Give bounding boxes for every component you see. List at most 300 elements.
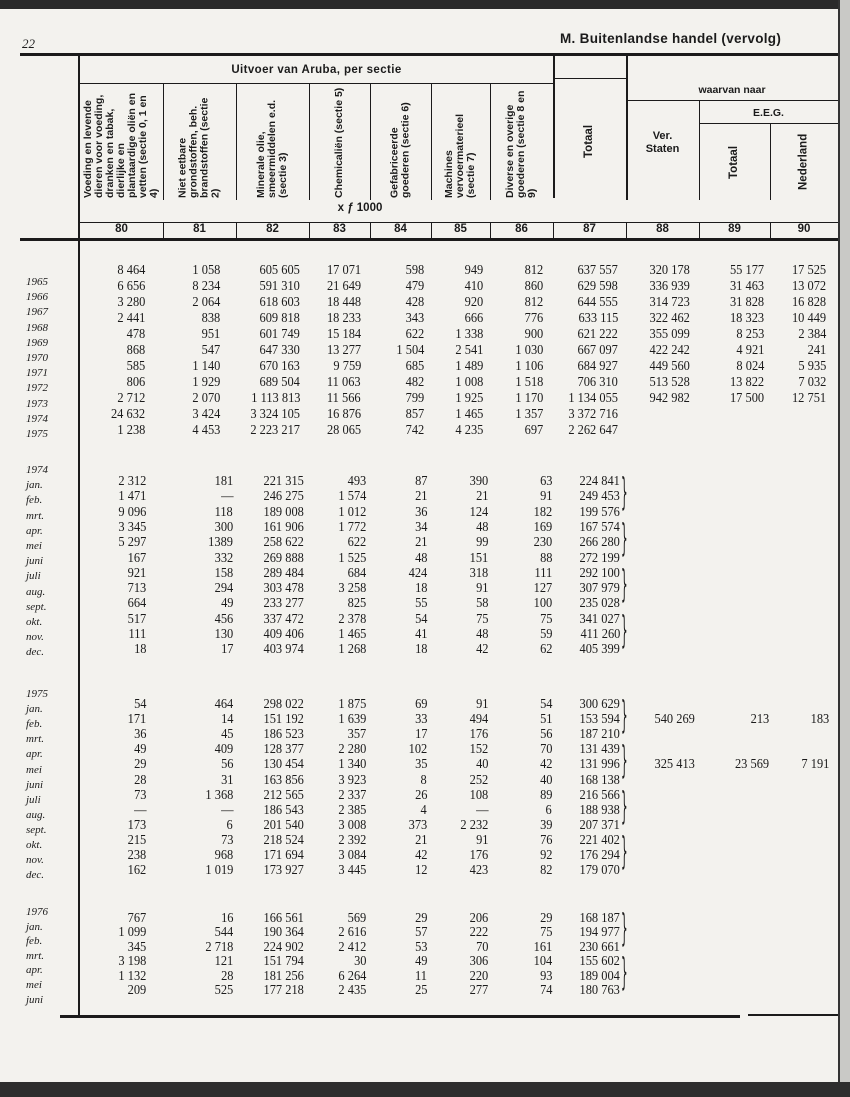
table-cell: 62 <box>539 641 552 657</box>
table-cell: 18 <box>133 641 146 657</box>
table-cell: 190 364 <box>263 924 304 940</box>
quarter-brace-icon: } <box>621 518 628 563</box>
table-cell: 70 <box>539 741 552 757</box>
table-cell: 179 070 <box>579 862 620 878</box>
table-cell: 69 <box>414 696 427 711</box>
table-cell: 670 163 <box>259 358 300 373</box>
table-cell: 42 <box>475 641 488 657</box>
table-cell: 216 566 <box>579 786 620 802</box>
table-cell: 17 525 <box>791 262 826 277</box>
table-cell: 2 435 <box>338 982 366 997</box>
table-cell: 13 072 <box>791 278 826 293</box>
table-cell: 2 070 <box>192 390 220 405</box>
table-cell: 161 <box>533 938 552 954</box>
table-cell: 70 <box>475 938 488 954</box>
table-cell: 1 525 <box>338 549 366 565</box>
table-cell: 17 500 <box>729 390 764 405</box>
row-label-year: 1965 <box>26 276 48 288</box>
table-cell: 4 453 <box>192 422 220 437</box>
table-cell: 189 008 <box>263 503 304 519</box>
table-cell: 206 <box>469 910 488 925</box>
table-cell: 2 392 <box>338 831 366 847</box>
table-cell: 238 <box>127 847 146 862</box>
table-cell: 124 <box>469 503 488 519</box>
row-label-month: sept. <box>26 823 47 836</box>
table-cell: 621 222 <box>577 326 618 341</box>
table-cell: 167 <box>127 549 146 565</box>
table-cell: 8 024 <box>736 358 764 373</box>
table-cell: 91 <box>475 580 488 596</box>
table-cell: 241 <box>807 342 826 357</box>
col-header-87: Totaal <box>583 124 595 158</box>
table-cell: 1 639 <box>338 711 366 727</box>
table-cell: 89 <box>539 786 552 802</box>
table-cell: 246 275 <box>263 488 304 504</box>
table-cell: 176 <box>469 847 488 862</box>
table-cell: 31 <box>220 771 233 787</box>
table-cell: 13 277 <box>326 342 361 357</box>
row-label-month: okt. <box>26 839 43 851</box>
table-cell: 14 <box>220 711 233 727</box>
table-cell: 942 982 <box>649 390 690 405</box>
table-cell: 277 <box>469 982 488 997</box>
table-cell: 17 071 <box>326 262 361 277</box>
table-cell: 9 096 <box>118 503 146 519</box>
table-cell: 684 <box>347 564 366 580</box>
table-cell: 1 132 <box>118 967 146 983</box>
row-label-year: 1971 <box>26 367 48 380</box>
table-cell: 131 439 <box>579 741 620 757</box>
table-cell: 4 235 <box>455 422 483 437</box>
col-header-90: Nederland <box>797 133 810 191</box>
table-cell: 176 <box>469 726 488 742</box>
table-cell: 21 <box>414 488 427 504</box>
group-rule <box>80 83 553 84</box>
quarter-brace-icon: } <box>621 952 628 996</box>
table-cell: 742 <box>405 422 424 437</box>
table-cell: 162 <box>127 862 146 878</box>
table-cell: 75 <box>539 924 552 940</box>
table-bottom-rule-right <box>748 1014 838 1016</box>
table-cell: 91 <box>475 831 488 847</box>
waarvan-rule <box>626 100 838 101</box>
table-cell: 168 187 <box>579 910 620 925</box>
table-cell: 91 <box>539 488 552 504</box>
table-cell: 93 <box>539 967 552 983</box>
table-cell: 647 330 <box>259 342 300 357</box>
table-cell: 300 <box>214 518 233 534</box>
table-cell: 161 906 <box>263 518 304 534</box>
table-cell: 13 822 <box>729 374 764 389</box>
table-cell: 2 712 <box>117 390 145 405</box>
table-cell: 186 523 <box>263 726 304 742</box>
row-label-month: aug. <box>26 808 46 821</box>
table-cell: 49 <box>414 953 427 969</box>
table-cell: 289 484 <box>263 564 304 580</box>
col-sep <box>163 83 164 200</box>
table-cell: 355 099 <box>649 326 690 341</box>
table-cell: 390 <box>469 473 488 488</box>
table-cell: 411 260 <box>580 626 620 641</box>
table-cell: 1 134 055 <box>568 390 618 405</box>
row-label-month: feb. <box>26 494 43 507</box>
table-cell: 29 <box>414 910 427 925</box>
table-cell: 34 <box>414 518 427 534</box>
table-cell: 24 632 <box>110 406 145 421</box>
table-cell: 1 465 <box>338 626 366 641</box>
table-cell: 8 234 <box>192 278 220 293</box>
row-label-year: 1973 <box>26 397 48 410</box>
table-cell: 2 312 <box>118 473 146 488</box>
table-cell: 28 065 <box>326 422 361 437</box>
col-sep <box>370 83 371 200</box>
table-cell: 622 <box>405 326 424 341</box>
table-cell: 1 099 <box>118 924 146 940</box>
table-cell: 1 574 <box>338 488 366 504</box>
unit-label: x ƒ 1000 <box>337 202 383 214</box>
row-label-month: mrt. <box>26 733 45 746</box>
table-cell: 16 <box>220 910 233 925</box>
col-sep <box>236 83 237 200</box>
table-cell: 18 <box>414 641 427 657</box>
table-cell: 605 605 <box>259 262 300 277</box>
table-cell: 3 324 105 <box>250 406 300 421</box>
table-cell: 36 <box>414 503 427 519</box>
table-cell: 868 <box>126 342 145 357</box>
table-cell: 29 <box>133 756 146 772</box>
table-cell: 622 <box>347 534 366 550</box>
table-cell: 292 100 <box>579 564 620 580</box>
table-cell: 220 <box>469 967 488 983</box>
table-cell: 341 027 <box>579 610 620 626</box>
table-cell: 1 340 <box>338 756 366 772</box>
row-label-month: jan. <box>26 479 43 492</box>
table-cell: 767 <box>127 910 146 925</box>
table-cell: 825 <box>347 595 366 611</box>
table-cell: 173 927 <box>263 862 304 878</box>
table-cell: 664 <box>127 595 146 611</box>
table-cell: 111 <box>128 626 146 641</box>
table-cell: 1 238 <box>117 422 145 437</box>
table-cell: 127 <box>533 580 552 596</box>
table-cell: 479 <box>405 278 424 293</box>
table-cell: 100 <box>533 595 552 611</box>
col-header-89: Totaal <box>728 145 740 179</box>
table-cell: 177 218 <box>263 982 304 997</box>
col-sep <box>770 123 771 200</box>
table-cell: 26 <box>414 786 427 802</box>
table-cell: 131 996 <box>579 756 620 772</box>
row-label-month: juni <box>26 555 44 568</box>
col-sep <box>490 83 491 200</box>
table-cell: 35 <box>414 756 427 772</box>
table-cell: 5 935 <box>798 358 826 373</box>
row-label-month: nov. <box>26 631 44 644</box>
table-cell: 30 <box>353 953 366 969</box>
table-cell: 422 242 <box>649 342 690 357</box>
table-cell: 860 <box>524 278 543 293</box>
table-cell: 325 413 <box>654 756 695 772</box>
table-cell: 73 <box>133 786 146 802</box>
column-number-84: 84 <box>394 223 407 235</box>
row-label-month: dec. <box>26 646 45 659</box>
col-header-80: Voeding en levende dieren voor voeding, dranken en tabak, dierlijke en plantaardige oliën en vetten (sectie 0, 1 en 4) <box>82 92 160 198</box>
quarter-brace-icon: } <box>621 473 628 517</box>
table-cell: 176 294 <box>579 847 620 862</box>
table-cell: 63 <box>539 473 552 488</box>
column-number-90: 90 <box>797 223 811 235</box>
section-year-label: 1976 <box>26 906 48 918</box>
table-cell: 209 <box>127 982 146 997</box>
row-label-month: aug. <box>26 585 46 598</box>
col-sep <box>309 83 310 200</box>
row-label-month: okt. <box>26 616 43 628</box>
col-sep <box>431 83 432 200</box>
column-number-89: 89 <box>728 223 741 235</box>
table-cell: 2 385 <box>338 801 366 817</box>
table-cell: 343 <box>405 310 424 325</box>
table-cell: — <box>220 488 233 504</box>
table-cell: 76 <box>539 831 552 847</box>
table-cell: 169 <box>533 518 552 534</box>
table-cell: 42 <box>539 756 552 772</box>
table-cell: 1 019 <box>205 862 233 878</box>
row-label-month: mrt. <box>26 509 45 522</box>
table-cell: 2 616 <box>338 924 366 940</box>
table-cell: 252 <box>469 771 488 787</box>
table-cell: 857 <box>405 406 424 421</box>
quarter-brace-icon: } <box>621 564 628 609</box>
table-cell: 201 540 <box>263 816 304 832</box>
table-cell: 951 <box>201 326 220 341</box>
table-cell: 1 113 813 <box>250 390 300 405</box>
table-cell: 222 <box>469 924 488 940</box>
table-cell: 9 759 <box>333 358 361 373</box>
table-cell: 6 <box>545 801 552 817</box>
table-cell: 373 <box>408 816 427 832</box>
table-cell: 31 463 <box>729 278 764 293</box>
row-label-month: apr. <box>26 964 43 977</box>
table-cell: 55 177 <box>729 262 764 277</box>
table-cell: 2 223 217 <box>250 422 300 437</box>
table-cell: 776 <box>524 310 543 325</box>
table-cell: 306 <box>469 953 488 969</box>
table-cell: 17 <box>220 641 233 657</box>
table-cell: 949 <box>464 262 483 277</box>
table-cell: 58 <box>475 595 488 611</box>
table-cell: 713 <box>127 580 146 596</box>
section-year-label: 1975 <box>26 688 48 700</box>
table-cell: 812 <box>524 262 543 277</box>
table-cell: 235 028 <box>579 595 620 611</box>
table-cell: 28 <box>220 967 233 983</box>
table-cell: 249 453 <box>579 488 620 504</box>
table-cell: 51 <box>539 711 552 727</box>
row-label-year: 1966 <box>26 291 48 304</box>
table-cell: 684 927 <box>577 358 618 373</box>
table-cell: 667 097 <box>577 342 618 357</box>
table-cell: 266 280 <box>579 534 620 550</box>
table-cell: 320 178 <box>649 262 690 277</box>
table-cell: 272 199 <box>579 549 620 565</box>
table-cell: 423 <box>469 862 488 878</box>
table-cell: 8 464 <box>117 262 145 277</box>
table-cell: 337 472 <box>263 610 304 626</box>
table-cell: 166 561 <box>263 910 304 925</box>
table-cell: 3 424 <box>192 406 220 421</box>
table-cell: 336 939 <box>649 278 690 293</box>
table-cell: 54 <box>539 696 552 711</box>
table-cell: 188 938 <box>579 801 620 817</box>
table-cell: 128 377 <box>263 741 304 757</box>
table-cell: — <box>133 801 146 817</box>
col-header-83: Chemicaliën (sectie 5) <box>333 87 345 198</box>
table-cell: 706 310 <box>577 374 618 389</box>
table-cell: 207 371 <box>579 816 620 832</box>
table-cell: 10 449 <box>791 310 826 325</box>
table-cell: 233 277 <box>263 595 304 611</box>
table-cell: 48 <box>414 549 427 565</box>
table-cell: 258 622 <box>263 534 304 550</box>
table-cell: 318 <box>469 564 488 580</box>
table-cell: 155 602 <box>579 953 620 969</box>
table-bottom-rule <box>60 1015 740 1018</box>
table-cell: 4 921 <box>736 342 764 357</box>
row-label-month: juli <box>26 793 41 806</box>
table-cell: 18 233 <box>326 310 361 325</box>
table-cell: 12 751 <box>791 390 826 405</box>
table-cell: 153 594 <box>579 711 620 727</box>
table-cell: 111 <box>534 564 552 580</box>
table-cell: 2 378 <box>338 610 366 626</box>
table-cell: 59 <box>539 626 552 641</box>
table-cell: 540 269 <box>654 711 695 727</box>
table-cell: 1 465 <box>455 406 483 421</box>
table-cell: 82 <box>539 862 552 878</box>
table-cell: 118 <box>214 503 233 519</box>
table-cell: 221 315 <box>263 473 304 488</box>
table-cell: 513 528 <box>649 374 690 389</box>
table-cell: 2 412 <box>338 938 366 954</box>
column-number-87: 87 <box>583 223 596 235</box>
column-number-88: 88 <box>656 223 669 235</box>
table-cell: 921 <box>127 564 146 580</box>
table-cell: 8 <box>420 771 427 787</box>
table-cell: 409 406 <box>263 626 304 641</box>
table-cell: 666 <box>464 310 483 325</box>
row-label-month: dec. <box>26 869 45 882</box>
table-cell: 21 <box>414 831 427 847</box>
col-header-81: Niet eetbare grondstoffen, beh. brandstoffen (sectie 2) <box>176 97 222 198</box>
column-number-85: 85 <box>454 223 467 235</box>
table-cell: 598 <box>405 262 424 277</box>
table-cell: 544 <box>214 924 233 940</box>
table-cell: 182 <box>533 503 552 519</box>
quarter-brace-icon: } <box>621 831 628 876</box>
table-cell: 42 <box>414 847 427 862</box>
table-cell: 16 876 <box>326 406 361 421</box>
table-cell: 307 979 <box>579 580 620 596</box>
table-cell: 171 694 <box>263 847 304 862</box>
table-cell: 1 925 <box>455 390 483 405</box>
table-cell: 187 210 <box>579 726 620 742</box>
quarter-brace-icon: } <box>621 786 628 830</box>
column-number-86: 86 <box>515 223 528 235</box>
table-cell: 23 569 <box>734 756 769 772</box>
table-cell: 1 030 <box>515 342 543 357</box>
table-cell: 152 <box>469 741 488 757</box>
table-cell: 55 <box>414 595 427 611</box>
table-cell: 1 338 <box>455 326 483 341</box>
table-cell: 158 <box>214 564 233 580</box>
table-cell: 525 <box>214 982 233 997</box>
table-cell: 357 <box>347 726 366 742</box>
table-cell: 163 856 <box>263 771 304 787</box>
table-cell: 181 256 <box>263 967 304 983</box>
col-header-86: Diverse en overige goederen (sectie 8 en 9) <box>504 90 538 198</box>
table-cell: 1 268 <box>338 641 366 657</box>
col-sep <box>626 56 628 200</box>
eeg-label: E.E.G. <box>753 107 784 119</box>
table-cell: 199 576 <box>579 503 620 519</box>
table-cell: 8 253 <box>736 326 764 341</box>
quarter-brace-icon: } <box>621 909 628 953</box>
col-header-84: Gefabriceerde goederen (sectie 6) <box>388 102 412 198</box>
table-cell: 29 <box>539 910 552 925</box>
table-cell: 16 828 <box>791 294 826 309</box>
table-cell: 173 <box>127 816 146 832</box>
table-cell: 298 022 <box>263 696 304 711</box>
table-cell: 633 115 <box>578 310 618 325</box>
table-cell: 2 280 <box>338 741 366 757</box>
table-cell: 644 555 <box>577 294 618 309</box>
table-cell: 73 <box>220 831 233 847</box>
table-cell: 428 <box>405 294 424 309</box>
table-cell: 569 <box>347 910 366 925</box>
table-cell: 269 888 <box>263 549 304 565</box>
table-cell: 1 008 <box>455 374 483 389</box>
table-cell: 91 <box>475 696 488 711</box>
table-cell: 49 <box>220 595 233 611</box>
table-cell: 424 <box>408 564 427 580</box>
table-cell: 2 232 <box>460 816 488 832</box>
table-cell: 104 <box>533 953 552 969</box>
row-label-month: jan. <box>26 703 43 716</box>
table-cell: 6 <box>226 816 233 832</box>
table-cell: 7 191 <box>801 756 829 772</box>
table-cell: 25 <box>414 982 427 997</box>
table-cell: 171 <box>127 711 146 727</box>
table-cell: 618 603 <box>259 294 300 309</box>
table-cell: 1 518 <box>515 374 543 389</box>
table-cell: 230 661 <box>579 938 620 954</box>
group-title: Uitvoer van Aruba, per sectie <box>231 64 402 76</box>
table-cell: 405 399 <box>579 641 620 657</box>
table-cell: 494 <box>469 711 488 727</box>
table-cell: 224 841 <box>579 473 620 488</box>
table-cell: — <box>220 801 233 817</box>
table-cell: 3 258 <box>338 580 366 596</box>
table-cell: 303 478 <box>263 580 304 596</box>
header-bottom-rule <box>20 238 838 241</box>
table-cell: 41 <box>414 626 427 641</box>
table-cell: 130 454 <box>263 756 304 772</box>
table-cell: 493 <box>347 473 366 488</box>
table-cell: 517 <box>127 610 146 626</box>
row-label-month: jan. <box>26 920 43 933</box>
table-cell: 1 357 <box>515 406 543 421</box>
table-cell: 2 541 <box>455 342 483 357</box>
